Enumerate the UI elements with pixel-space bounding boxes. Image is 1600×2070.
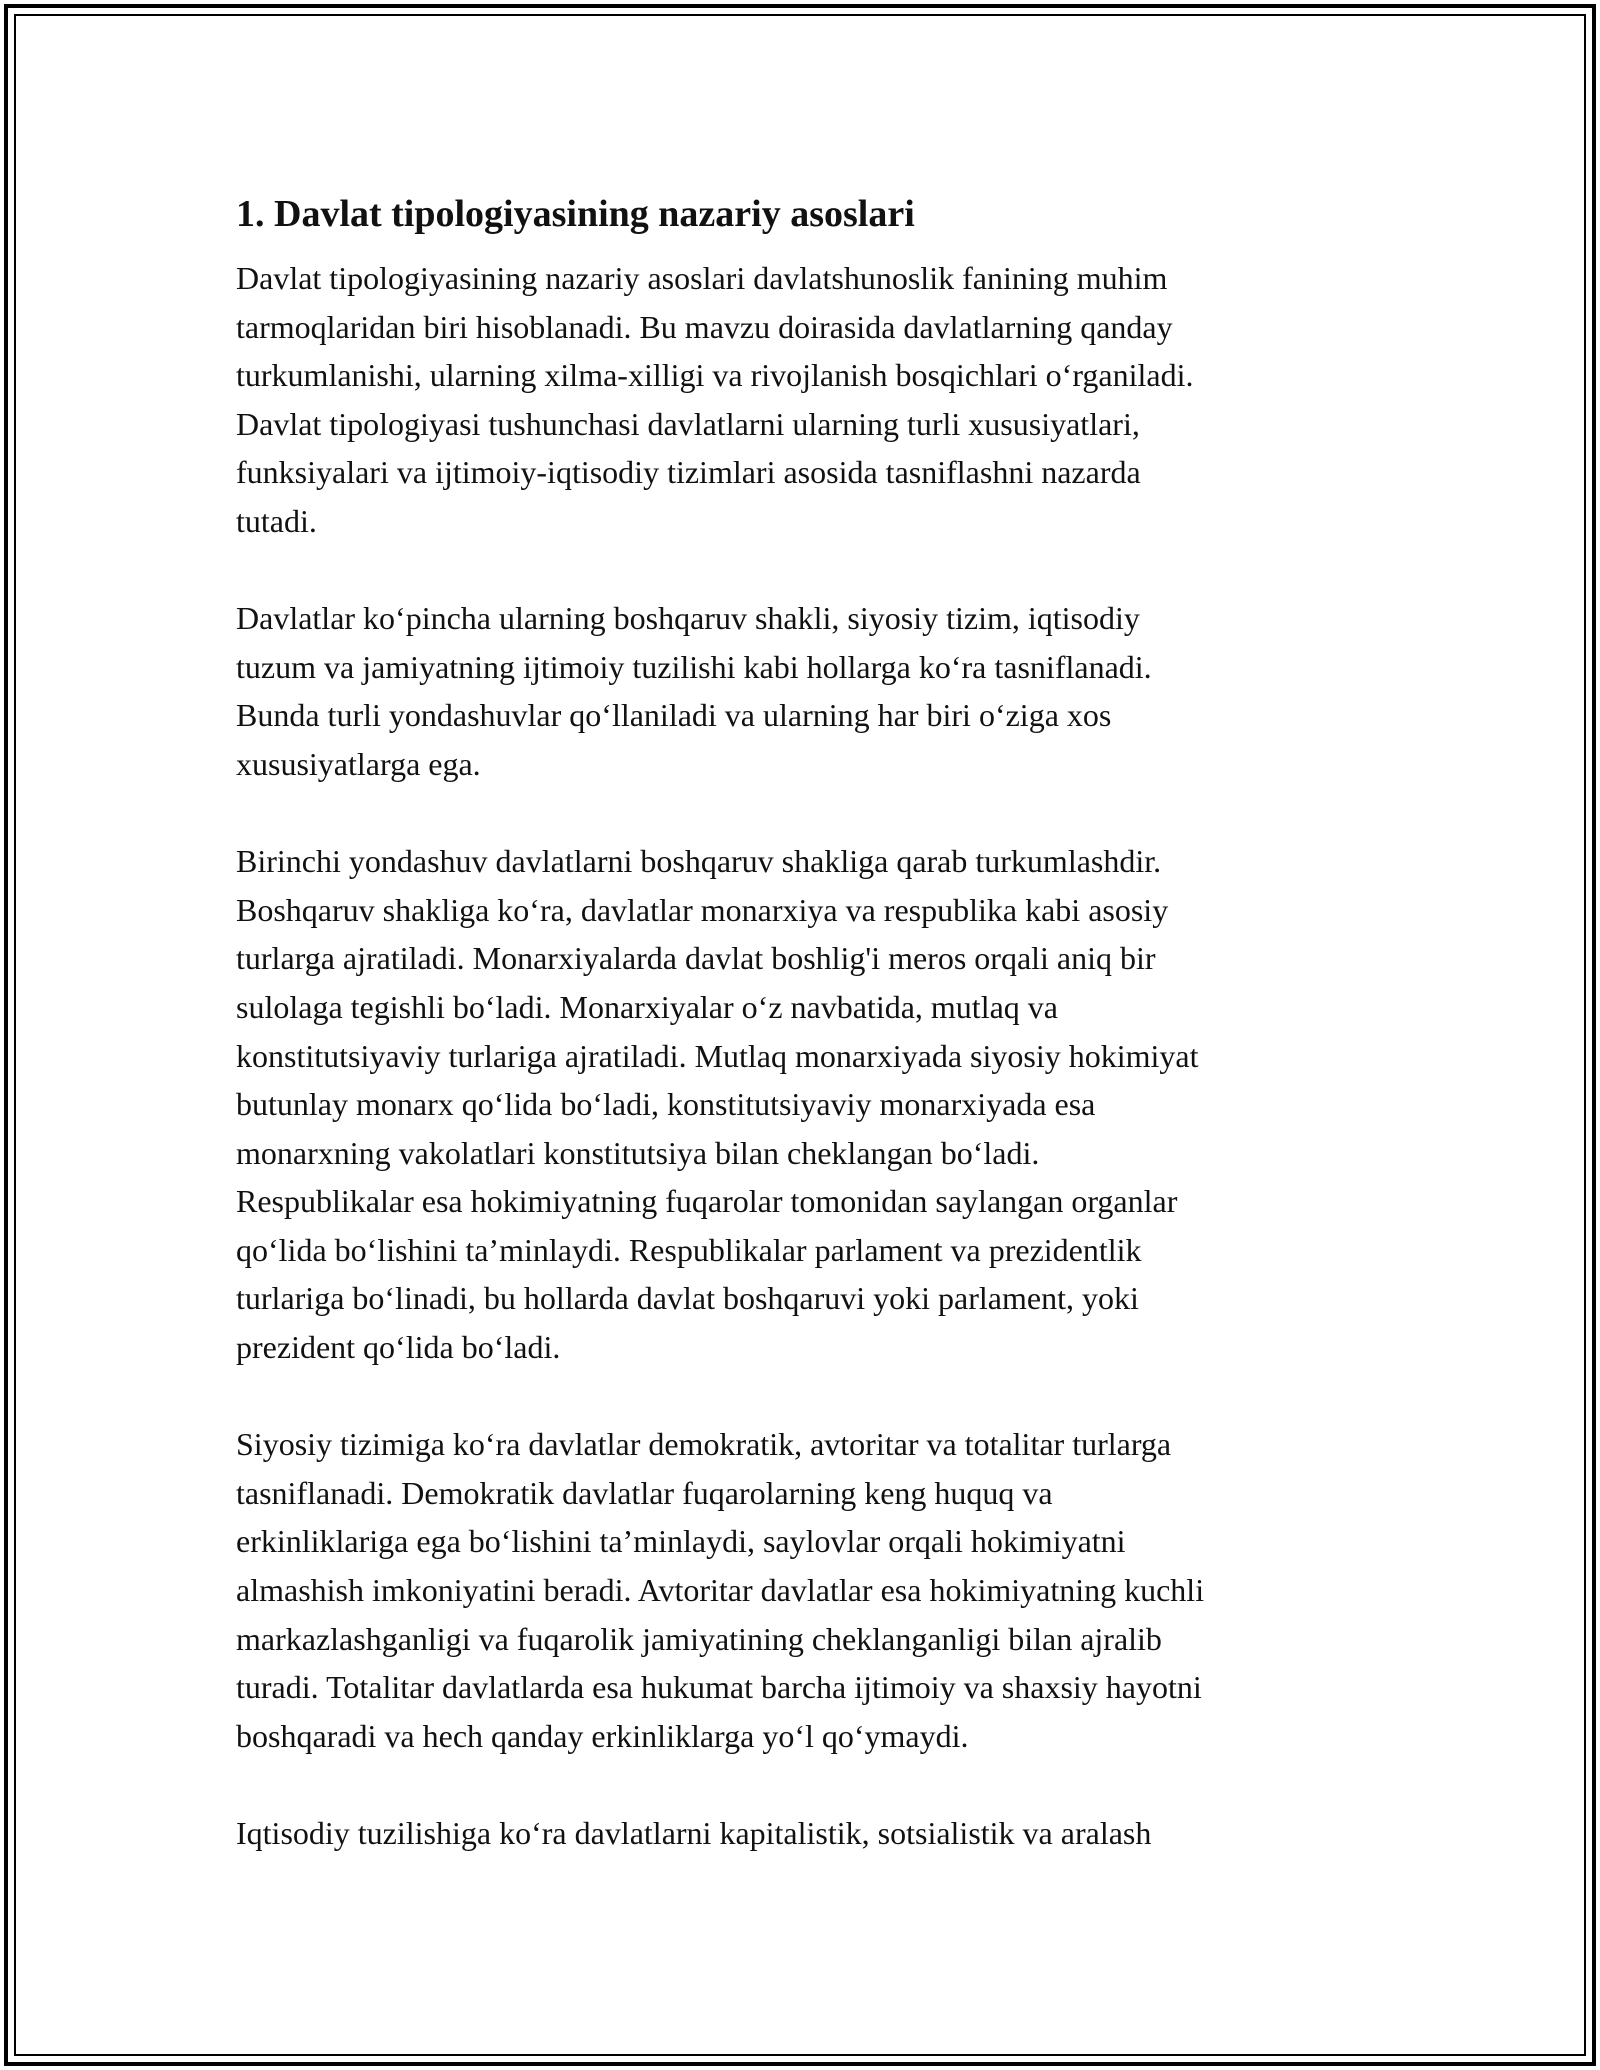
- text-line: tarmoqlaridan biri hisoblanadi. Bu mavzu doirasida davlatlarning qanday: [236, 308, 1173, 345]
- text-line: markazlashganligi va fuqarolik jamiyatining cheklanganligi bilan ajralib: [236, 1620, 1162, 1657]
- paragraph-2: [236, 594, 1366, 788]
- text-line: erkinliklariga ega bo‘lishini ta’minlaydi, saylovlar orqali hokimiyatni: [236, 1523, 1126, 1560]
- text-line: turadi. Totalitar davlatlarda esa hukumat barcha ijtimoiy va shaxsiy hayotni: [236, 1669, 1202, 1706]
- text-line: Birinchi yondashuv davlatlarni boshqaruv shakliga qarab turkumlashdir.: [236, 843, 1162, 880]
- text-line: Iqtisodiy tuzilishiga ko‘ra davlatlarni kapitalistik, sotsialistik va aralash: [236, 1815, 1152, 1851]
- text-line: boshqaradi va hech qanday erkinliklarga yo‘l qo‘ymaydi.: [236, 1717, 969, 1754]
- text-line: turlariga bo‘linadi, bu hollarda davlat boshqaruvi yoki parlament, yoki: [236, 1280, 1139, 1317]
- text-line: Davlat tipologiyasi tushunchasi davlatlarni ularning turli xususiyatlari,: [236, 405, 1140, 442]
- text-line: butunlay monarx qo‘lida bo‘ladi, konstitutsiyaviy monarxiyada esa: [236, 1086, 1096, 1123]
- text-line: Davlatlar ko‘pincha ularning boshqaruv shakli, siyosiy tizim, iqtisodiy: [236, 600, 1140, 637]
- paragraph-3: [236, 837, 1366, 1372]
- text-line: konstitutsiyaviy turlariga ajratiladi. Mutlaq monarxiyada siyosiy hokimiyat: [236, 1037, 1199, 1074]
- document-body: [236, 186, 1366, 1906]
- text-line: tuzum va jamiyatning ijtimoiy tuzilishi kabi hollarga ko‘ra tasniflanadi.: [236, 648, 1152, 685]
- text-line: turkumlanishi, ularning xilma-xilligi va rivojlanish bosqichlari o‘rganiladi.: [236, 357, 1194, 394]
- text-line: prezident qo‘lida bo‘ladi.: [236, 1329, 561, 1366]
- text-line: Respublikalar esa hokimiyatning fuqarolar tomonidan saylangan organlar: [236, 1183, 1178, 1220]
- text-line: sulolaga tegishli bo‘ladi. Monarxiyalar o‘z navbatida, mutlaq va: [236, 988, 1058, 1025]
- text-line: Boshqaruv shakliga ko‘ra, davlatlar monarxiya va respublika kabi asosiy: [236, 891, 1169, 928]
- section-heading: 1. Davlat tipologiyasining nazariy asoslari: [236, 193, 915, 235]
- text-line: almashish imkoniyatini beradi. Avtoritar davlatlar esa hokimiyatning kuchli: [236, 1572, 1205, 1609]
- paragraph-5: [236, 1809, 1366, 1858]
- paragraph-4: [236, 1420, 1366, 1760]
- text-line: turlarga ajratiladi. Monarxiyalarda davlat boshlig'i meros orqali aniq bir: [236, 940, 1156, 977]
- paragraph-1: [236, 254, 1366, 546]
- text-line: Siyosiy tizimiga ko‘ra davlatlar demokratik, avtoritar va totalitar turlarga: [236, 1426, 1172, 1463]
- text-line: monarxning vakolatlari konstitutsiya bilan cheklangan bo‘ladi.: [236, 1134, 1040, 1171]
- text-line: tasniflanadi. Demokratik davlatlar fuqarolarning keng huquq va: [236, 1474, 1053, 1511]
- text-line: xususiyatlarga ega.: [236, 745, 481, 782]
- text-line: qo‘lida bo‘lishini ta’minlaydi. Respublikalar parlament va prezidentlik: [236, 1231, 1142, 1268]
- text-line: funksiyalari va ijtimoiy-iqtisodiy tizimlari asosida tasniflashni nazarda: [236, 454, 1141, 491]
- text-line: Davlat tipologiyasining nazariy asoslari davlatshunoslik fanining muhim: [236, 260, 1168, 296]
- text-line: tutadi.: [236, 502, 317, 539]
- text-line: Bunda turli yondashuvlar qo‘llaniladi va ularning har biri o‘ziga xos: [236, 697, 1112, 734]
